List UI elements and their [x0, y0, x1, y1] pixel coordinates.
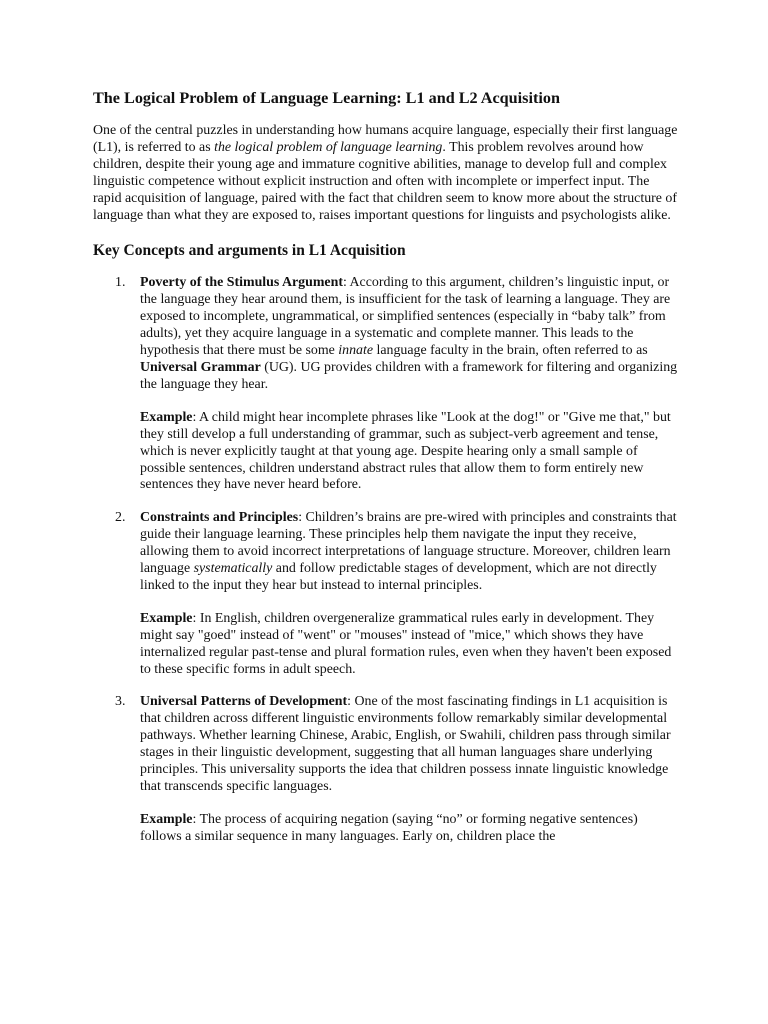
- list-item-example: [140, 611, 678, 679]
- list-item-body: [140, 694, 678, 795]
- intro-text-start: One of the central puzzles in understanding how humans acquire language, especially their first language (L1), is referred to as: [93, 123, 678, 155]
- list-item-bold: Universal Grammar: [140, 359, 261, 375]
- intro-text-end: . This problem revolves around how children, despite their young age and immature cognitive abilities, manage to develop full and complex linguistic competence without explicit instruction and often with incomplete or imperfect input. The rapid acquisition of language, paired with the fact that children seem to know more about the structure of language than what they are exposed to, raises important questions for linguists and psychologists alike.: [93, 139, 677, 223]
- list-item-italic: systematically: [193, 561, 273, 577]
- list-item-body: [140, 275, 678, 393]
- document-page: [93, 88, 678, 862]
- list-item-term: Universal Patterns of Development: [140, 694, 348, 710]
- list-item-body: [140, 510, 678, 595]
- intro-paragraph: [93, 123, 678, 224]
- example-label: Example: [140, 811, 193, 827]
- intro-italic-term: the logical problem of language learning: [214, 139, 443, 155]
- list-item-text: (UG). UG provides children with a framework for filtering and organizing the language they hear.: [140, 359, 678, 392]
- list-item-text: : According to this argument, children’s linguistic input, or the language they hear around them, is insufficient for the task of learning a language. They are exposed to incomplete, ungrammatical, or simplified sentences (especially in “baby talk” from adults), yet they acquire language in a systematic and complete manner. This leads to the hypothesis that there must be some: [140, 275, 671, 359]
- list-item-example: [140, 812, 678, 846]
- list-item-number: 3.: [115, 694, 126, 710]
- example-text: : A child might hear incomplete phrases like "Look at the dog!" or "Give me that," but they still develop a full understanding of grammar, such as subject-verb agreement and tense, which is never explicitly taught at that young age. Despite hearing only a small sample of possible sentences, children understand abstract rules that allow them to form entirely new sentences they have never heard before.: [140, 409, 671, 493]
- example-text: : The process of acquiring negation (saying “no” or forming negative sentences) follows a similar sequence in many languages. Early on, children place the: [140, 811, 638, 844]
- list-item: [93, 694, 678, 845]
- list-item-term: Poverty of the Stimulus Argument: [140, 275, 343, 291]
- example-text: : In English, children overgeneralize grammatical rules early in development. They might say "goed" instead of "went" or "mouses" instead of "mice," which shows they have internalized regular past-tense and plural formation rules, even when they haven't been exposed to these specific forms in adult speech.: [140, 610, 672, 677]
- list-item-text: and follow predictable stages of development, which are not directly linked to the input they hear but instead to internal principles.: [140, 561, 657, 593]
- concepts-list: [93, 275, 678, 845]
- list-item: [93, 275, 678, 494]
- list-item-text: : One of the most fascinating findings in L1 acquisition is that children across different linguistic environments follow remarkably similar developmental pathways. Whether learning Chinese, Arabic, English, or Swahili, children pass through similar stages in their linguistic development, suggesting that all human languages share underlying principles. This universality supports the idea that children possess innate linguistic knowledge that transcends specific languages.: [140, 694, 671, 794]
- list-item-number: 2.: [115, 510, 126, 526]
- list-item-text: : Children’s brains are pre-wired with principles and constraints that guide their language learning. These principles help them navigate the input they receive, allowing them to avoid incorrect interpretations of language structure. Moreover, children learn language: [140, 510, 677, 577]
- list-item-text: language faculty in the brain, often referred to as: [373, 343, 648, 359]
- document-title: The Logical Problem of Language Learning: L1 and L2 Acquisition: [93, 89, 560, 107]
- list-item: [93, 510, 678, 678]
- list-item-number: 1.: [115, 275, 126, 291]
- example-label: Example: [140, 409, 193, 425]
- example-label: Example: [140, 610, 193, 626]
- section-heading: Key Concepts and arguments in L1 Acquisition: [93, 242, 406, 260]
- list-item-italic: innate: [338, 343, 374, 359]
- list-item-term: Constraints and Principles: [140, 510, 299, 526]
- list-item-example: [140, 410, 678, 495]
